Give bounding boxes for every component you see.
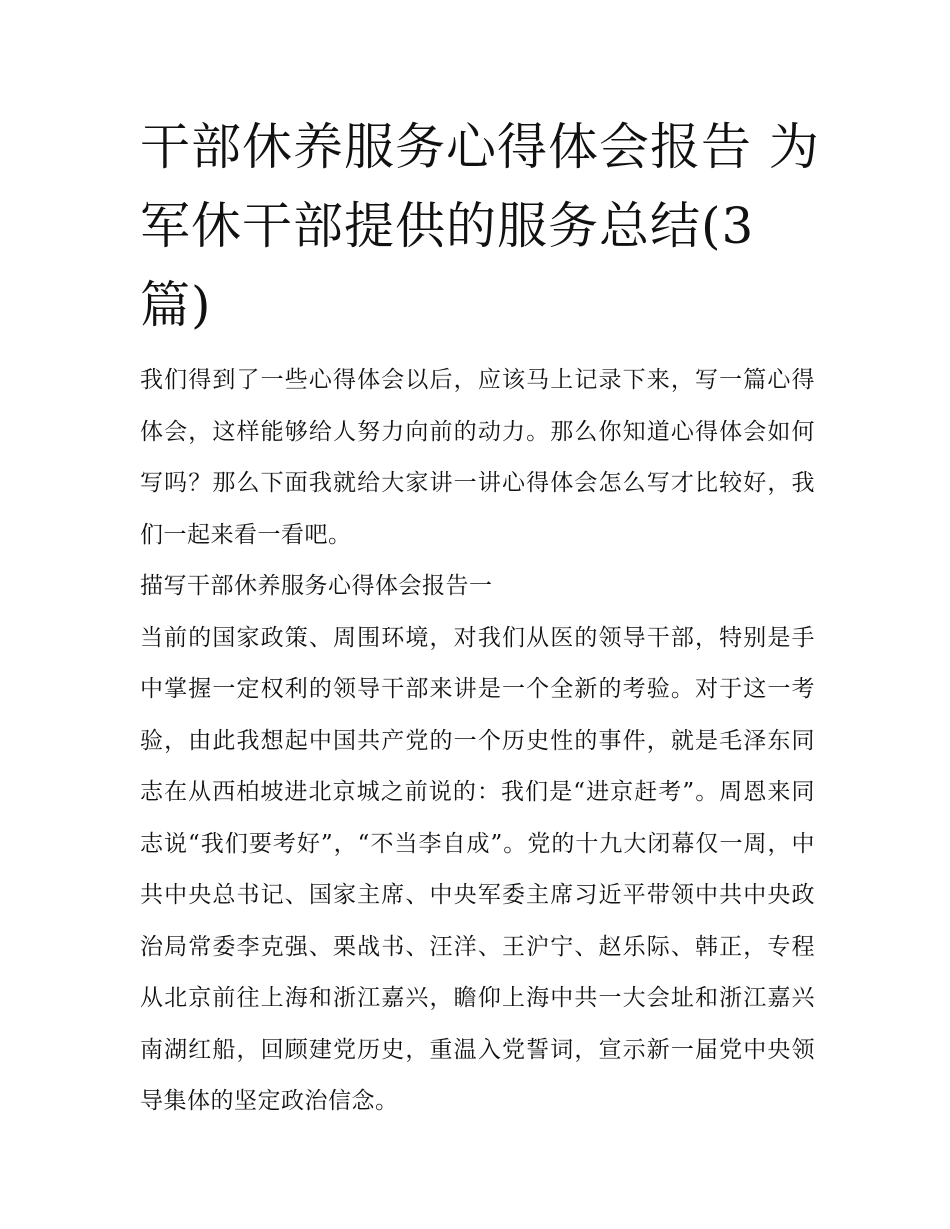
document-body [140,355,815,1128]
document-title: 干部休养服务心得体会报告 为军休干部提供的服务总结(3篇) [140,118,820,334]
intro-paragraph: 我们得到了一些心得体会以后，应该马上记录下来，写一篇心得体会，这样能够给人努力向前的动力。那么你知道心得体会如何写吗？那么下面我就给大家讲一讲心得体会怎么写才比较好，我们一起来看一看吧。 [140,367,815,548]
section-heading: 描写干部休养服务心得体会报告一 [140,573,493,599]
body-paragraph: 当前的国家政策、周围环境，对我们从医的领导干部，特别是手中掌握一定权利的领导干部来讲是一个全新的考验。对于这一考验，由此我想起中国共产党的一个历史性的事件，就是毛泽东同志在从西柏坡进北京城之前说的：我们是“进京赶考”。周恩来同志说“我们要考好”，“不当李自成”。党的十九大闭幕仅一周，中共中央总书记、国家主席、中央军委主席习近平带领中共中央政治局常委李克强、栗战书、汪洋、王沪宁、赵乐际、韩正，专程从北京前往上海和浙江嘉兴，瞻仰上海中共一大会址和浙江嘉兴南湖红船，回顾建党历史，重温入党誓词，宣示新一届党中央领导集体的坚定政治信念。 [140,624,815,1114]
